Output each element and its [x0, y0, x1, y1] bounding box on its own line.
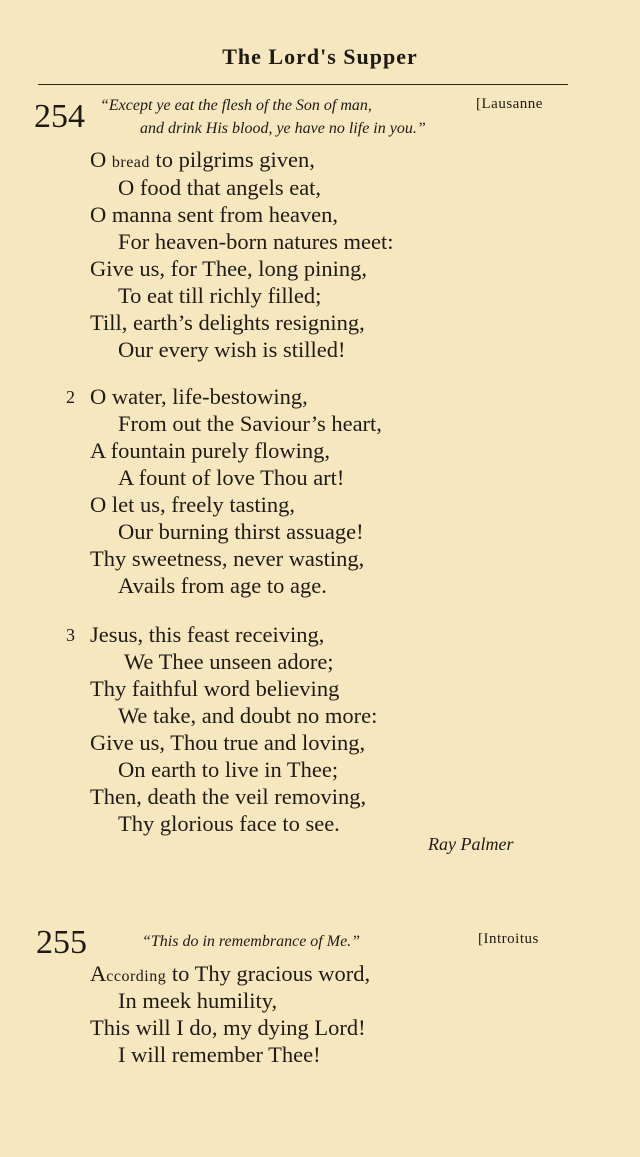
header-rule: [38, 84, 568, 85]
hymn-line: Thy faithful word believing: [90, 676, 340, 701]
hymn-author: Ray Palmer: [428, 834, 514, 854]
hymn-line: In meek humility,: [118, 988, 278, 1013]
hymn-line: To eat till richly filled;: [118, 283, 322, 308]
hymn-line: We take, and doubt no more:: [118, 703, 378, 728]
hymn-line: Our every wish is stilled!: [118, 337, 346, 362]
tune-name: [Introitus: [478, 931, 539, 947]
tune-name: [Lausanne: [476, 96, 543, 112]
epigraph-line: and drink His blood, ye have no life in you.”: [140, 120, 426, 137]
hymn-line: This will I do, my dying Lord!: [90, 1015, 366, 1040]
hymn-line: A fount of love Thou art!: [118, 465, 345, 490]
first-line-rest: to pilgrims given,: [149, 147, 315, 172]
first-word-initial: A: [90, 961, 107, 986]
hymn-line: Till, earth’s delights resigning,: [90, 310, 365, 335]
hymn-line: Thy glorious face to see.: [118, 811, 340, 836]
hymn-line: From out the Saviour’s heart,: [118, 411, 382, 436]
hymn-line: Jesus, this feast receiving,: [90, 622, 325, 647]
hymn-line: I will remember Thee!: [118, 1042, 321, 1067]
first-word-smallcaps: bread: [111, 154, 150, 171]
first-word-smallcaps: ccording: [106, 968, 167, 985]
hymn-line: A fountain purely flowing,: [90, 438, 330, 463]
hymn-line: Our burning thirst assuage!: [118, 519, 364, 544]
hymn-line: Avails from age to age.: [118, 573, 327, 598]
epigraph-line: “Except ye eat the flesh of the Son of man,: [100, 97, 372, 114]
hymn-line: O manna sent from heaven,: [90, 202, 339, 227]
hymn-line: On earth to live in Thee;: [118, 757, 339, 782]
first-word-initial: O: [90, 147, 107, 172]
verse-number: 2: [66, 387, 75, 407]
hymn-line: Give us, Thou true and loving,: [90, 730, 366, 755]
running-head: The Lord's Supper: [222, 44, 418, 69]
hymn-line: Thy sweetness, never wasting,: [90, 546, 365, 571]
hymn-epigraph: “This do in remembrance of Me.”: [142, 933, 361, 950]
hymn-epigraph: [100, 94, 426, 140]
verse-number: 3: [66, 625, 75, 645]
hymn-number: 254: [34, 98, 85, 135]
hymn-line: Give us, for Thee, long pining,: [90, 256, 368, 281]
hymn-line: O food that angels eat,: [118, 175, 322, 200]
hymn-line: For heaven-born natures meet:: [118, 229, 394, 254]
hymn-line: [90, 963, 370, 986]
hymn-number: 255: [36, 924, 87, 961]
hymn-line: We Thee unseen adore;: [124, 649, 334, 674]
hymn-line: Then, death the veil removing,: [90, 784, 367, 809]
hymn-line: [90, 149, 315, 172]
first-line-rest: to Thy gracious word,: [166, 961, 371, 986]
hymn-line: O let us, freely tasting,: [90, 492, 295, 517]
hymn-line: O water, life-bestowing,: [90, 384, 308, 409]
